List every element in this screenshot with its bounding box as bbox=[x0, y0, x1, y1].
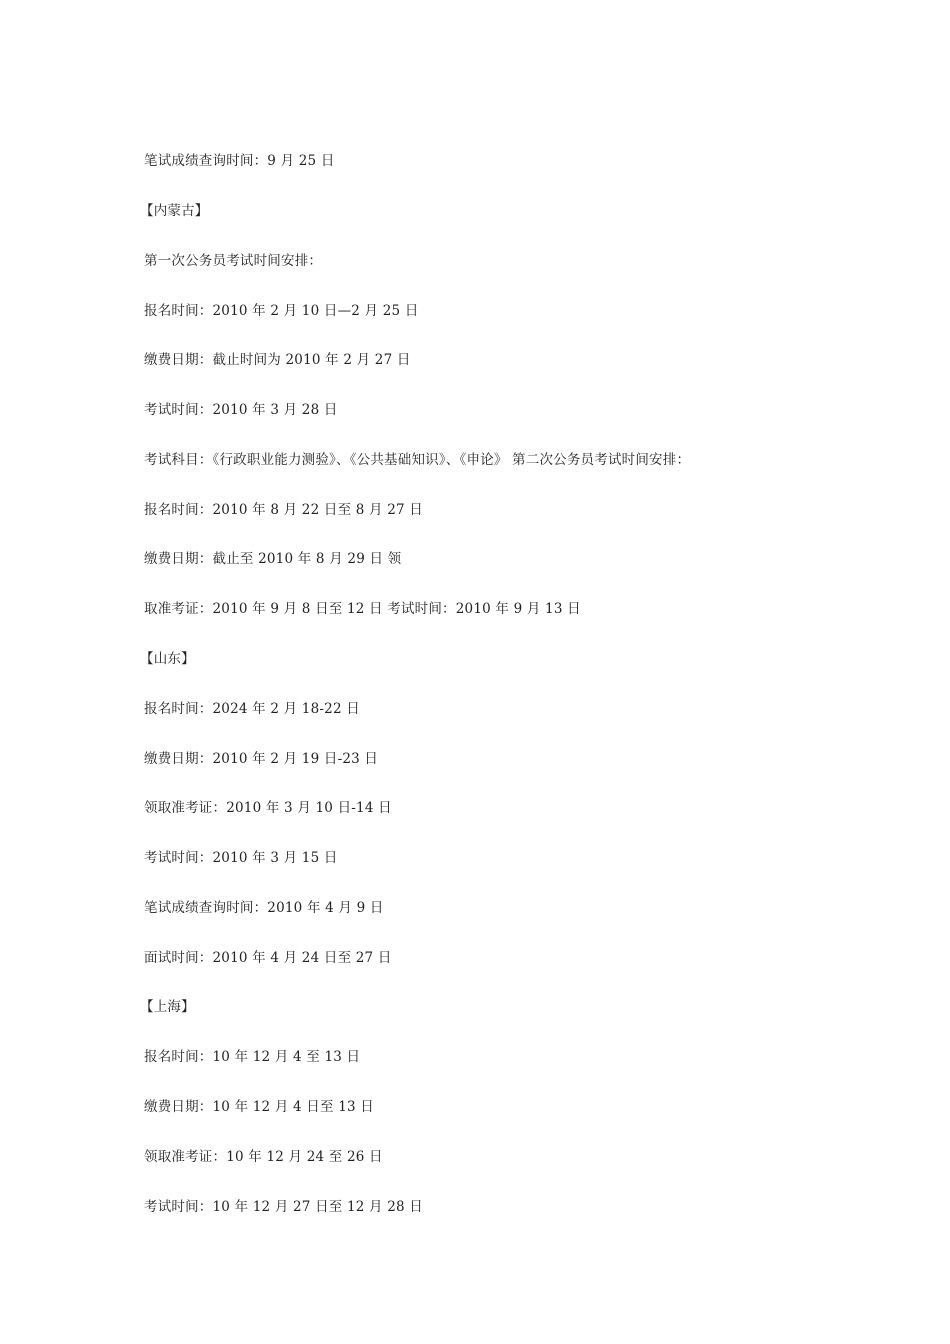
section-heading-neimenggu: 【内蒙古】 bbox=[140, 203, 209, 219]
text-line: 考试科目：《行政职业能力测验》、《公共基础知识》、《申论》 第二次公务员考试时间安排： bbox=[144, 452, 691, 468]
text-line: 笔试成绩查询时间：2010 年 4 月 9 日 bbox=[144, 900, 384, 916]
text-line: 报名时间：10 年 12 月 4 至 13 日 bbox=[144, 1049, 361, 1065]
text-line: 第一次公务员考试时间安排： bbox=[144, 253, 323, 269]
text-line: 缴费日期：截止至 2010 年 8 月 29 日 领 bbox=[144, 551, 402, 567]
text-line: 缴费日期：2010 年 2 月 19 日-23 日 bbox=[144, 751, 379, 767]
text-line: 取准考证：2010 年 9 月 8 日至 12 日 考试时间：2010 年 9 月 13 日 bbox=[144, 601, 581, 617]
text-line: 报名时间：2024 年 2 月 18-22 日 bbox=[144, 701, 360, 717]
text-line: 领取准考证：2010 年 3 月 10 日-14 日 bbox=[144, 800, 392, 816]
text-line: 缴费日期：截止时间为 2010 年 2 月 27 日 bbox=[144, 352, 411, 368]
section-heading-shanghai: 【上海】 bbox=[140, 999, 195, 1015]
text-line: 考试时间：2010 年 3 月 28 日 bbox=[144, 402, 338, 418]
text-line: 笔试成绩查询时间：9 月 25 日 bbox=[144, 153, 335, 169]
text-line: 面试时间：2010 年 4 月 24 日至 27 日 bbox=[144, 950, 392, 966]
text-line: 考试时间：2010 年 3 月 15 日 bbox=[144, 850, 338, 866]
text-line: 领取准考证：10 年 12 月 24 至 26 日 bbox=[144, 1149, 383, 1165]
text-line: 报名时间：2010 年 2 月 10 日—2 月 25 日 bbox=[144, 303, 419, 319]
section-heading-shandong: 【山东】 bbox=[140, 651, 195, 667]
text-line: 报名时间：2010 年 8 月 22 日至 8 月 27 日 bbox=[144, 502, 424, 518]
text-line: 考试时间：10 年 12 月 27 日至 12 月 28 日 bbox=[144, 1199, 424, 1215]
text-line: 缴费日期：10 年 12 月 4 日至 13 日 bbox=[144, 1099, 374, 1115]
